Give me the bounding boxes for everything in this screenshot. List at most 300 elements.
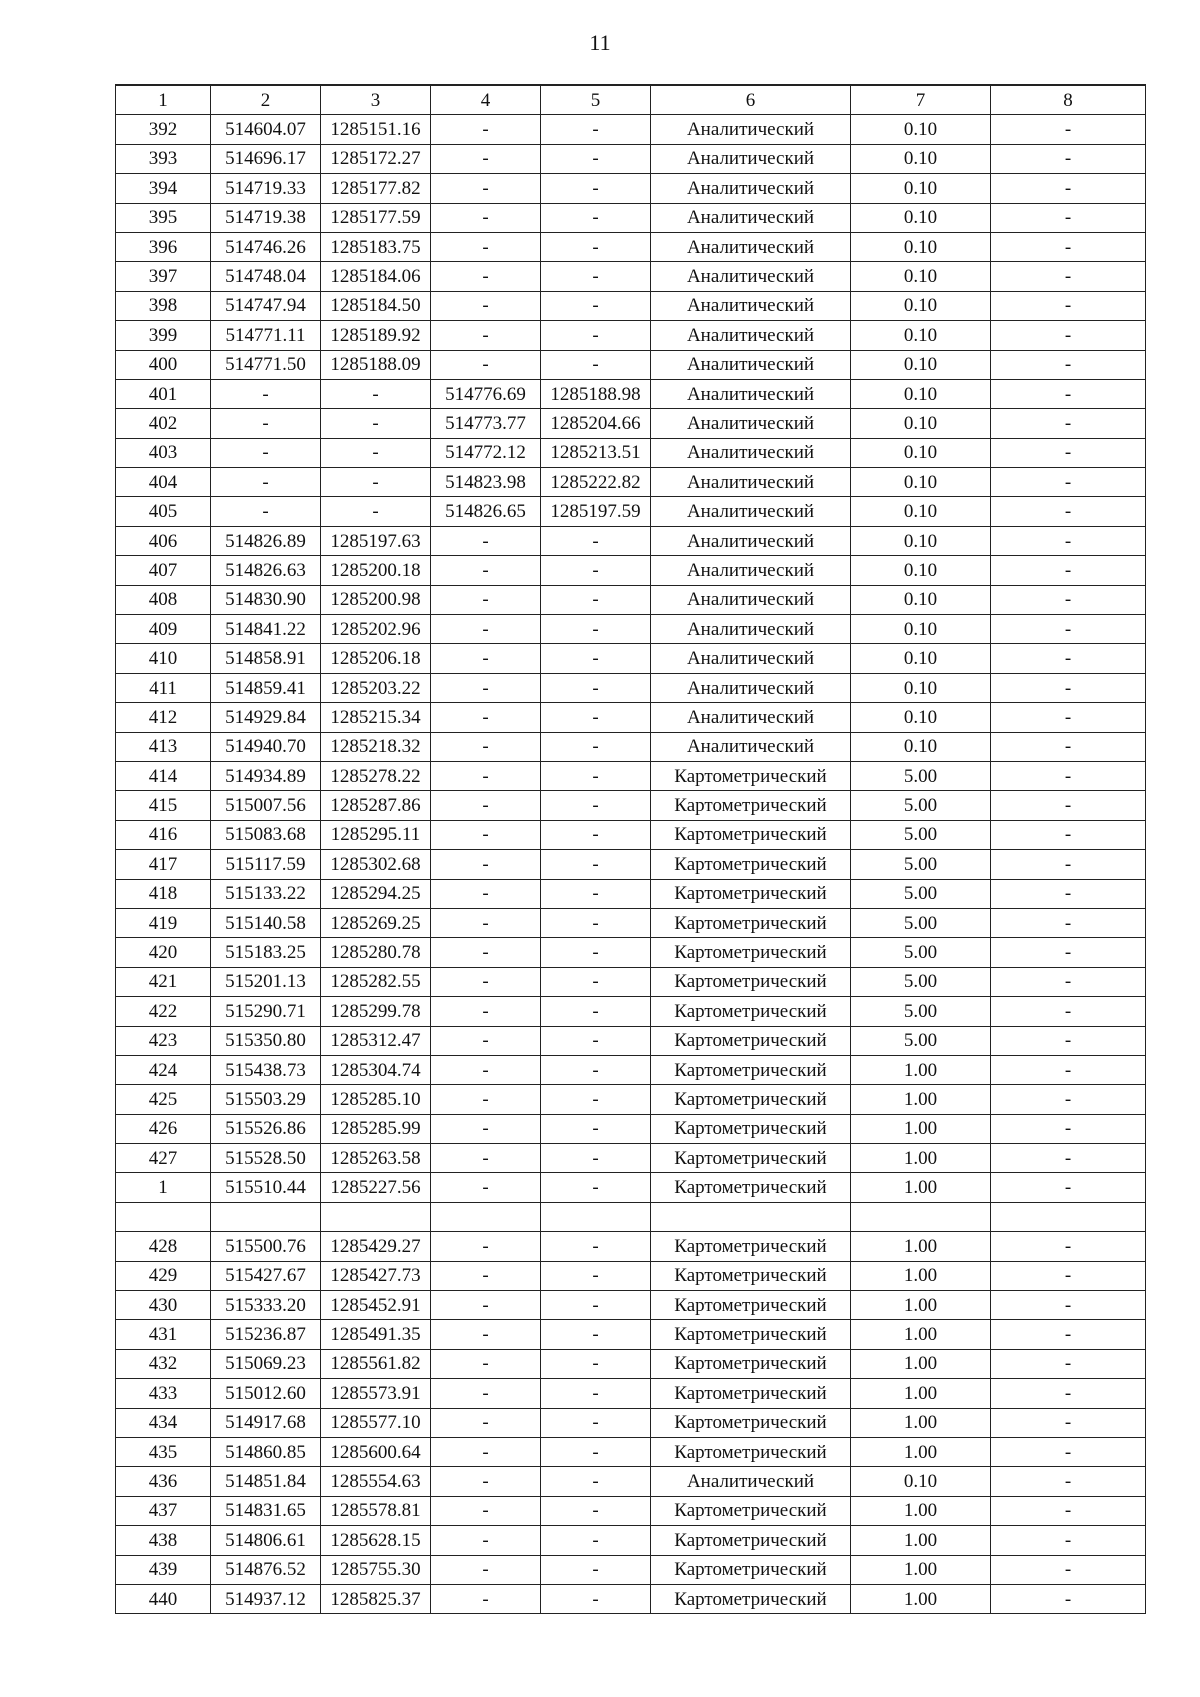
table-cell: 1285628.15 (321, 1526, 431, 1555)
table-cell: 515503.29 (211, 1085, 321, 1114)
table-cell: Аналитический (651, 321, 851, 350)
table-cell: 515528.50 (211, 1144, 321, 1173)
table-cell: 1285282.55 (321, 967, 431, 996)
table-cell: - (321, 379, 431, 408)
table-cell: - (211, 438, 321, 467)
table-cell: 1285491.35 (321, 1320, 431, 1349)
table-row (116, 585, 1146, 614)
header-cell: 4 (431, 85, 541, 115)
table-cell: 425 (116, 1085, 211, 1114)
table-cell: 514929.84 (211, 703, 321, 732)
table-cell: Картометрический (651, 1291, 851, 1320)
table-cell: - (991, 526, 1146, 555)
header-cell: 3 (321, 85, 431, 115)
table-cell: - (541, 1232, 651, 1261)
table-cell: - (991, 879, 1146, 908)
table-cell: - (431, 879, 541, 908)
table-cell: - (991, 1173, 1146, 1202)
table-cell: 0.10 (851, 321, 991, 350)
table-cell: Картометрический (651, 1379, 851, 1408)
table-cell: - (321, 409, 431, 438)
table-cell: 1285280.78 (321, 938, 431, 967)
table-cell: - (541, 967, 651, 996)
table-cell: 515183.25 (211, 938, 321, 967)
table-cell: 514773.77 (431, 409, 541, 438)
table-cell: Аналитический (651, 497, 851, 526)
table-cell: 402 (116, 409, 211, 438)
table-cell: 514826.63 (211, 556, 321, 585)
table-cell: - (991, 1467, 1146, 1496)
table-cell: - (991, 379, 1146, 408)
table-cell: 435 (116, 1437, 211, 1466)
table-row (116, 820, 1146, 849)
table-cell: 515526.86 (211, 1114, 321, 1143)
table-cell: - (431, 761, 541, 790)
table-cell: 412 (116, 703, 211, 732)
table-cell: - (991, 1291, 1146, 1320)
table-cell: 1.00 (851, 1584, 991, 1613)
table-cell: - (321, 438, 431, 467)
table-row (116, 1026, 1146, 1055)
table-row (116, 997, 1146, 1026)
table-cell: 1285213.51 (541, 438, 651, 467)
table-row (116, 262, 1146, 291)
table-row (116, 1144, 1146, 1173)
table-cell: 434 (116, 1408, 211, 1437)
table-cell: 515083.68 (211, 820, 321, 849)
table-cell: 515201.13 (211, 967, 321, 996)
table-cell: - (211, 497, 321, 526)
table-cell: 395 (116, 203, 211, 232)
table-row (116, 1584, 1146, 1613)
table-cell: 0.10 (851, 615, 991, 644)
table-cell: - (991, 1261, 1146, 1290)
table-cell: Аналитический (651, 144, 851, 173)
table-cell: 1.00 (851, 1526, 991, 1555)
table-cell: 0.10 (851, 438, 991, 467)
table-cell: 409 (116, 615, 211, 644)
table-cell: - (541, 1085, 651, 1114)
table-cell: 514696.17 (211, 144, 321, 173)
table-cell: 0.10 (851, 703, 991, 732)
page-number: 11 (589, 30, 611, 55)
table-cell: 0.10 (851, 556, 991, 585)
table-cell: - (431, 203, 541, 232)
table-cell: 0.10 (851, 203, 991, 232)
table-cell: - (991, 1232, 1146, 1261)
table-cell: 514937.12 (211, 1584, 321, 1613)
table-row (116, 468, 1146, 497)
table-cell: 514917.68 (211, 1408, 321, 1437)
table-cell: Аналитический (651, 673, 851, 702)
table-cell: 515290.71 (211, 997, 321, 1026)
table-cell: 5.00 (851, 1026, 991, 1055)
table-row (116, 203, 1146, 232)
table-row (116, 232, 1146, 261)
table-cell: - (431, 967, 541, 996)
table-cell: - (211, 379, 321, 408)
table-cell: Картометрический (651, 1496, 851, 1525)
table-cell: 514719.33 (211, 174, 321, 203)
table-cell: - (991, 556, 1146, 585)
table-cell: Картометрический (651, 1114, 851, 1143)
table-cell: 1285188.09 (321, 350, 431, 379)
table-cell: 1285600.64 (321, 1437, 431, 1466)
table-cell: - (431, 644, 541, 673)
table-cell: - (431, 1584, 541, 1613)
table-cell: - (541, 1349, 651, 1378)
table-cell: - (541, 791, 651, 820)
table-cell: Аналитический (651, 203, 851, 232)
table-cell: 1285573.91 (321, 1379, 431, 1408)
table-cell: - (991, 438, 1146, 467)
table-cell: Картометрический (651, 1320, 851, 1349)
table-cell: - (991, 938, 1146, 967)
table-cell: - (541, 908, 651, 937)
table-cell: 514776.69 (431, 379, 541, 408)
table-cell: - (541, 673, 651, 702)
table-cell: - (431, 1232, 541, 1261)
table-cell: 393 (116, 144, 211, 173)
table-cell: 0.10 (851, 1467, 991, 1496)
table-cell: 1285302.68 (321, 850, 431, 879)
table-cell: - (431, 556, 541, 585)
table-cell: 0.10 (851, 350, 991, 379)
table-cell: - (541, 615, 651, 644)
table-cell: 1285554.63 (321, 1467, 431, 1496)
table-cell: 436 (116, 1467, 211, 1496)
table-cell: Картометрический (651, 1584, 851, 1613)
table-row (116, 1555, 1146, 1584)
table-cell: 419 (116, 908, 211, 937)
table-cell: - (541, 644, 651, 673)
table-cell: 514826.65 (431, 497, 541, 526)
table-cell: - (541, 850, 651, 879)
table-cell: 1285263.58 (321, 1144, 431, 1173)
table-cell: 408 (116, 585, 211, 614)
table-cell: - (991, 615, 1146, 644)
table-cell: 1285427.73 (321, 1261, 431, 1290)
table-cell: 0.10 (851, 291, 991, 320)
table-cell: - (431, 585, 541, 614)
table-cell: - (541, 1144, 651, 1173)
table-cell: - (991, 350, 1146, 379)
table-row (116, 379, 1146, 408)
table-cell: 1285285.10 (321, 1085, 431, 1114)
table-cell: 1285215.34 (321, 703, 431, 732)
table-cell: 1285294.25 (321, 879, 431, 908)
table-cell: 514934.89 (211, 761, 321, 790)
table-cell: - (431, 1320, 541, 1349)
table-cell: 515510.44 (211, 1173, 321, 1202)
table-cell: 1285429.27 (321, 1232, 431, 1261)
table-cell: 514823.98 (431, 468, 541, 497)
table-cell: - (541, 1555, 651, 1584)
table-cell: 1.00 (851, 1055, 991, 1084)
table-cell: 514858.91 (211, 644, 321, 673)
table-cell: 440 (116, 1584, 211, 1613)
table-cell: - (541, 1055, 651, 1084)
table-cell: Картометрический (651, 879, 851, 908)
table-cell: 1285204.66 (541, 409, 651, 438)
table-cell: - (541, 1320, 651, 1349)
table-cell: - (431, 673, 541, 702)
table-cell: 5.00 (851, 850, 991, 879)
table-cell: 422 (116, 997, 211, 1026)
table-cell: 397 (116, 262, 211, 291)
table-cell: - (431, 1291, 541, 1320)
table-cell: - (431, 1408, 541, 1437)
table-cell: 1285304.74 (321, 1055, 431, 1084)
table-row (116, 703, 1146, 732)
table-cell: - (431, 1261, 541, 1290)
table-cell: 1285269.25 (321, 908, 431, 937)
table-cell: - (991, 144, 1146, 173)
table-cell: 1285577.10 (321, 1408, 431, 1437)
table-row (116, 761, 1146, 790)
table-cell: 398 (116, 291, 211, 320)
table-cell: 1285278.22 (321, 761, 431, 790)
table-cell: Картометрический (651, 967, 851, 996)
table-cell: Аналитический (651, 1467, 851, 1496)
table-cell: 424 (116, 1055, 211, 1084)
table-cell: 1285184.50 (321, 291, 431, 320)
table-cell: 1285206.18 (321, 644, 431, 673)
table-cell: 1285203.22 (321, 673, 431, 702)
table-cell: - (991, 1055, 1146, 1084)
table-cell: - (431, 144, 541, 173)
table-row (116, 1173, 1146, 1202)
table-cell: 432 (116, 1349, 211, 1378)
table-cell: - (991, 468, 1146, 497)
table-cell: 429 (116, 1261, 211, 1290)
table-cell: Аналитический (651, 468, 851, 497)
table-cell: 1285218.32 (321, 732, 431, 761)
table-row (116, 497, 1146, 526)
table-cell: 0.10 (851, 409, 991, 438)
table-cell: - (431, 703, 541, 732)
table-row (116, 644, 1146, 673)
table-cell: - (541, 1526, 651, 1555)
table-cell: 514748.04 (211, 262, 321, 291)
table-cell: 0.10 (851, 468, 991, 497)
table-row (116, 673, 1146, 702)
table-cell: 413 (116, 732, 211, 761)
table-cell: 514806.61 (211, 1526, 321, 1555)
table-row (116, 1114, 1146, 1143)
table-cell: Аналитический (651, 115, 851, 144)
table-cell: 1285188.98 (541, 379, 651, 408)
table-cell: 514746.26 (211, 232, 321, 261)
table-cell (651, 1202, 851, 1231)
table-cell: 1.00 (851, 1349, 991, 1378)
table-header-row (116, 85, 1146, 115)
table-cell: 5.00 (851, 997, 991, 1026)
table-cell: - (541, 1584, 651, 1613)
table-cell: - (541, 1467, 651, 1496)
table-cell: Аналитический (651, 350, 851, 379)
table-cell: - (991, 1584, 1146, 1613)
table-cell: Картометрический (651, 1261, 851, 1290)
table-cell: Картометрический (651, 1408, 851, 1437)
table-cell: 5.00 (851, 791, 991, 820)
table-cell: 5.00 (851, 820, 991, 849)
table-cell: 438 (116, 1526, 211, 1555)
table-cell: Картометрический (651, 820, 851, 849)
table-cell: 430 (116, 1291, 211, 1320)
table-row (116, 1232, 1146, 1261)
table-cell: - (431, 615, 541, 644)
table-cell: 401 (116, 379, 211, 408)
table-cell: - (541, 291, 651, 320)
table-cell: 515350.80 (211, 1026, 321, 1055)
table-cell: 421 (116, 967, 211, 996)
table-cell: 0.10 (851, 644, 991, 673)
table-cell: - (431, 1173, 541, 1202)
table-cell: 1285197.63 (321, 526, 431, 555)
table-cell: - (431, 1085, 541, 1114)
table-cell: 515069.23 (211, 1349, 321, 1378)
table-row (116, 1291, 1146, 1320)
table-cell: - (211, 468, 321, 497)
table-cell: 514940.70 (211, 732, 321, 761)
table-cell: Аналитический (651, 262, 851, 291)
table-cell: 1285285.99 (321, 1114, 431, 1143)
table-cell: 396 (116, 232, 211, 261)
table-cell: - (541, 1496, 651, 1525)
table-cell: - (991, 1437, 1146, 1466)
table-cell: 1285755.30 (321, 1555, 431, 1584)
table-cell: 1285295.11 (321, 820, 431, 849)
table-cell: - (431, 1026, 541, 1055)
table-cell: 514747.94 (211, 291, 321, 320)
table-cell: - (541, 232, 651, 261)
table-row (116, 879, 1146, 908)
table-cell: 1.00 (851, 1232, 991, 1261)
header-cell: 6 (651, 85, 851, 115)
table-row (116, 174, 1146, 203)
table-cell: 515012.60 (211, 1379, 321, 1408)
table-cell: - (431, 232, 541, 261)
table-row (116, 615, 1146, 644)
table-cell: Аналитический (651, 438, 851, 467)
table-cell: 515140.58 (211, 908, 321, 937)
table-cell: Картометрический (651, 1173, 851, 1202)
table-cell: - (541, 820, 651, 849)
table-row (116, 732, 1146, 761)
table-cell: 420 (116, 938, 211, 967)
table-cell: 1285578.81 (321, 1496, 431, 1525)
table-cell: 423 (116, 1026, 211, 1055)
table-cell: 514771.50 (211, 350, 321, 379)
table-cell: - (991, 1320, 1146, 1349)
table-cell: - (431, 1467, 541, 1496)
table-cell: Картометрический (651, 850, 851, 879)
table-cell: 5.00 (851, 967, 991, 996)
table-cell: - (431, 1055, 541, 1084)
table-cell: 515333.20 (211, 1291, 321, 1320)
table-cell: - (431, 174, 541, 203)
header-cell: 2 (211, 85, 321, 115)
table-cell: Аналитический (651, 585, 851, 614)
table-row (116, 115, 1146, 144)
table-row (116, 1320, 1146, 1349)
table-cell: - (991, 1085, 1146, 1114)
table-cell: 416 (116, 820, 211, 849)
table-cell: 514830.90 (211, 585, 321, 614)
table-row (116, 908, 1146, 937)
table-cell: - (541, 144, 651, 173)
table-cell: - (991, 850, 1146, 879)
table-cell: 392 (116, 115, 211, 144)
coordinates-table (115, 84, 1146, 1614)
table-cell: - (431, 1114, 541, 1143)
table-cell: 5.00 (851, 938, 991, 967)
table-cell: - (541, 1408, 651, 1437)
table-cell: Картометрический (651, 1349, 851, 1378)
table-cell: 0.10 (851, 115, 991, 144)
table-cell: 1.00 (851, 1555, 991, 1584)
table-cell: - (431, 1379, 541, 1408)
table-cell: - (991, 644, 1146, 673)
table-cell: 410 (116, 644, 211, 673)
table-cell: - (991, 1496, 1146, 1525)
table-cell: Аналитический (651, 379, 851, 408)
table-row (116, 350, 1146, 379)
table-cell: 5.00 (851, 879, 991, 908)
table-body (116, 85, 1146, 1614)
header-cell: 8 (991, 85, 1146, 115)
table-cell: 418 (116, 879, 211, 908)
table-cell: - (541, 585, 651, 614)
table-cell: 428 (116, 1232, 211, 1261)
table-cell: Картометрический (651, 1437, 851, 1466)
table-cell: 407 (116, 556, 211, 585)
table-cell: Картометрический (651, 761, 851, 790)
table-cell: - (431, 350, 541, 379)
table-cell: Картометрический (651, 1232, 851, 1261)
table-cell: - (991, 1349, 1146, 1378)
table-cell: - (321, 497, 431, 526)
table-cell: 1285299.78 (321, 997, 431, 1026)
table-cell: - (431, 526, 541, 555)
table-cell: 1285184.06 (321, 262, 431, 291)
table-cell: 1285177.82 (321, 174, 431, 203)
table-cell: - (991, 967, 1146, 996)
table-cell (431, 1202, 541, 1231)
table-cell: 0.10 (851, 526, 991, 555)
table-row (116, 1349, 1146, 1378)
table-cell: 1.00 (851, 1291, 991, 1320)
table-cell: - (991, 1114, 1146, 1143)
table-row (116, 1467, 1146, 1496)
table-row (116, 791, 1146, 820)
table-cell: - (991, 262, 1146, 291)
table-cell: - (541, 938, 651, 967)
table-cell: - (211, 409, 321, 438)
table-cell: - (541, 997, 651, 1026)
table-cell: - (991, 1379, 1146, 1408)
table-cell: 1285172.27 (321, 144, 431, 173)
table-row (116, 1379, 1146, 1408)
table-cell: 0.10 (851, 232, 991, 261)
table-cell: 414 (116, 761, 211, 790)
table-cell: 514860.85 (211, 1437, 321, 1466)
table-cell: 5.00 (851, 761, 991, 790)
table-cell: 439 (116, 1555, 211, 1584)
table-cell: Аналитический (651, 703, 851, 732)
table-cell (541, 1202, 651, 1231)
